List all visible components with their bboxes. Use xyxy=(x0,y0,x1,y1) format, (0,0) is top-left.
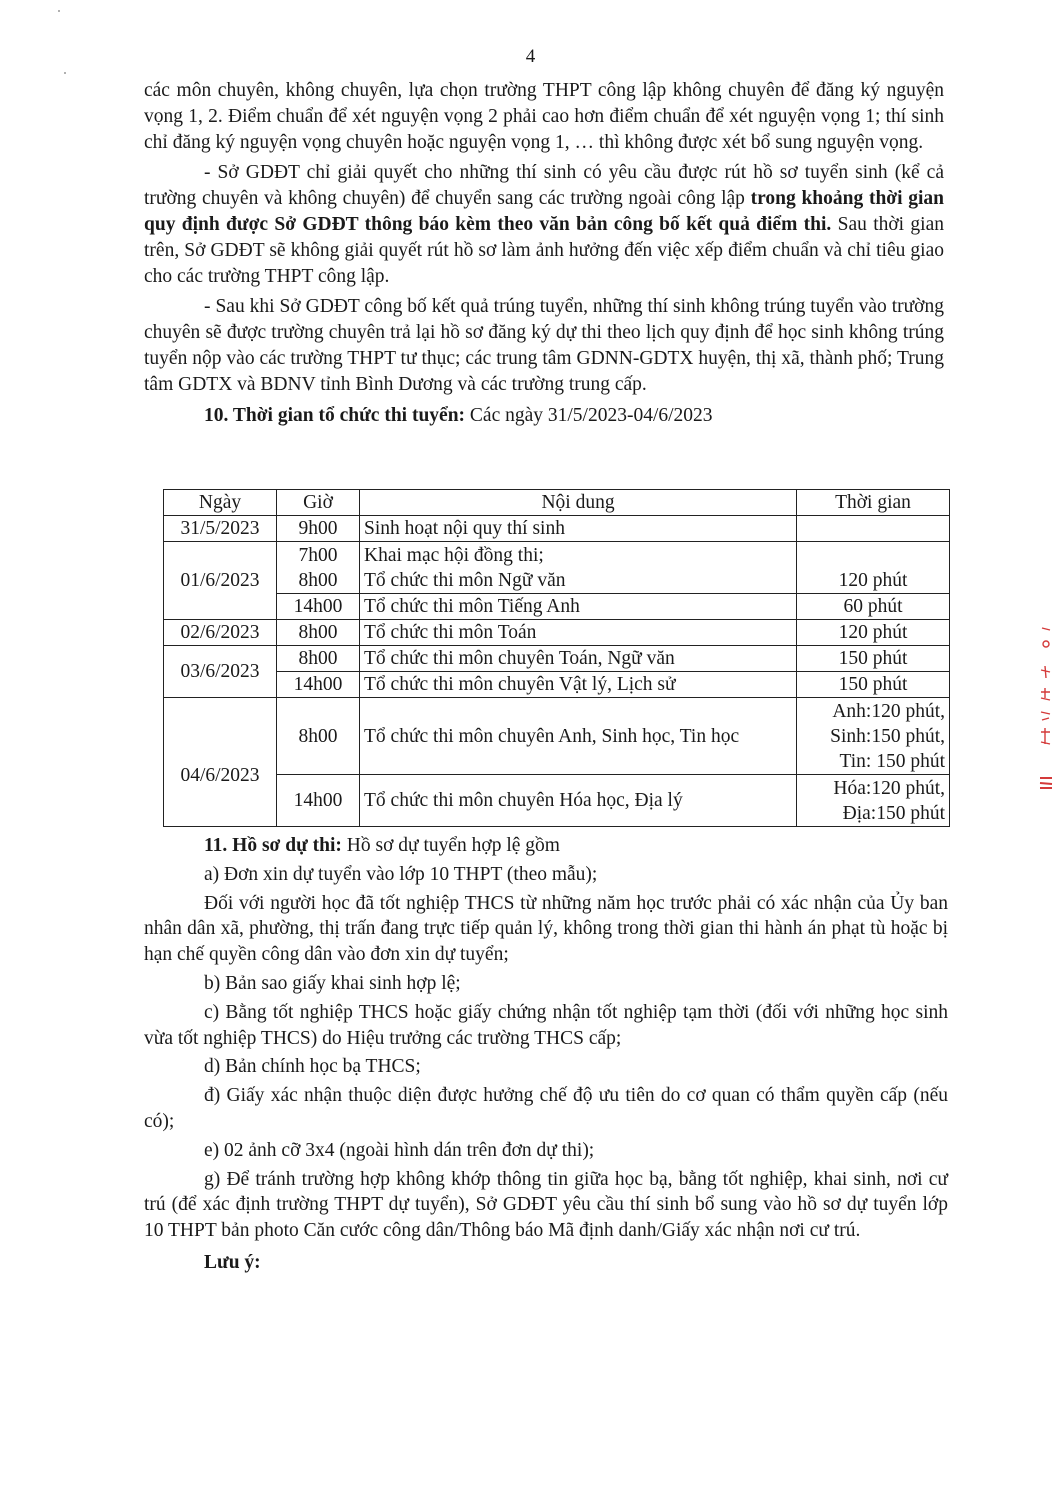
cell-content: Sinh hoạt nội quy thí sinh xyxy=(360,516,797,542)
return-paragraph: - Sau khi Sở GDĐT công bố kết quả trúng tuyển, những thí sinh không trúng tuyển vào trường chuyên sẽ được trường chuyên trả lại hồ sơ đăng ký dự thi theo lịch quy định để học sinh không trúng tuyển nộp vào các trường THPT tư thục; các trung tâm GDNN-GDTX huyện, thị xã, thành phố; Trung tâm GDTX và BDNV tỉnh Bình Dương và các trường trung cấp. xyxy=(144,296,944,395)
cell-content: Tổ chức thi môn chuyên Vật lý, Lịch sử xyxy=(360,672,797,698)
table-row xyxy=(164,672,950,698)
cell-duration: 120 phút xyxy=(797,542,950,594)
table-row xyxy=(164,698,950,775)
note-label-text: Lưu ý: xyxy=(204,1251,261,1273)
section-10-dates: Các ngày 31/5/2023-04/6/2023 xyxy=(465,404,713,426)
cell-duration: 150 phút xyxy=(797,672,950,698)
duration-chemistry: Hóa:120 phút, xyxy=(833,777,945,799)
header-content: Nội dung xyxy=(360,490,797,516)
withdraw-text-1: - Sở GDĐT chỉ giải quyết cho những thí sinh có yêu cầu được rút hồ sơ tuyển sinh (kể cả trường chuyên và không chuyên) để chuyển sang các trường ngoài công lập xyxy=(144,162,944,210)
list-item: đ) Giấy xác nhận thuộc diện được hưởng chế độ ưu tiên do cơ quan có thẩm quyền cấp (nếu có); xyxy=(144,1085,948,1132)
cell-duration: 60 phút xyxy=(797,594,950,620)
withdraw-bold-text: trong khoảng thời gian quy định được Sở GDĐT thông báo kèm theo văn bản công bố kết quả điểm thi. xyxy=(144,188,944,235)
body-text xyxy=(144,78,944,428)
cell-duration xyxy=(797,698,950,775)
table-row xyxy=(164,775,950,827)
cell-time: 14h00 xyxy=(277,775,360,827)
cell-time: 9h00 xyxy=(277,516,360,542)
header-date: Ngày xyxy=(164,490,277,516)
duration-geography: Địa:150 phút xyxy=(842,802,945,824)
list-item: c) Bằng tốt nghiệp THCS hoặc giấy chứng nhận tốt nghiệp tạm thời (đối với những học sinh vừa tốt nghiệp THCS) do Hiệu trưởng các trường THCS cấp; xyxy=(144,1001,948,1049)
list-item: b) Bản sao giấy khai sinh hợp lệ; xyxy=(204,972,461,994)
intro-paragraph: các môn chuyên, không chuyên, lựa chọn trường THPT công lập không chuyên để đăng ký nguyện vọng 1, 2. Điểm chuẩn để xét nguyện vọng 2 phải cao hơn điểm chuẩn để xét nguyện vọng 1; thí sinh chỉ đăng ký nguyện vọng chuyên hoặc nguyện vọng 1, … thì không được xét bổ sung nguyện vọng. xyxy=(144,80,944,153)
table-row xyxy=(164,594,950,620)
cell-time: 8h00 xyxy=(277,646,360,672)
section-11 xyxy=(144,833,948,1279)
table-header-row xyxy=(164,490,950,516)
header-time: Giờ xyxy=(277,490,360,516)
cell-content: Tổ chức thi môn chuyên Hóa học, Địa lý xyxy=(360,775,797,827)
cell-duration: 120 phút xyxy=(797,620,950,646)
cell-date: 02/6/2023 xyxy=(164,620,277,646)
list-item: d) Bản chính học bạ THCS; xyxy=(204,1056,421,1078)
section-10-heading xyxy=(144,403,944,429)
scan-speck xyxy=(64,72,66,74)
cell-date: 31/5/2023 xyxy=(164,516,277,542)
header-duration: Thời gian xyxy=(797,490,950,516)
red-stamp-fragment xyxy=(1036,620,1056,800)
content-opening: Khai mạc hội đồng thi; xyxy=(364,544,544,566)
cell-time xyxy=(277,542,360,594)
list-item: e) 02 ảnh cỡ 3x4 (ngoài hình dán trên đơn dự thi); xyxy=(204,1139,595,1161)
exam-schedule-table xyxy=(163,489,950,827)
withdraw-text-2: Sau thời gian trên, Sở GDĐT sẽ không giải quyết rút hồ sơ làm ảnh hưởng đến việc xếp điểm chuẩn và chỉ tiêu giao cho các trường THPT công lập. xyxy=(144,213,944,287)
cell-date: 04/6/2023 xyxy=(164,698,277,827)
list-item: a) Đơn xin dự tuyển vào lớp 10 THPT (theo mẫu); xyxy=(204,863,598,885)
cell-time: 8h00 xyxy=(277,620,360,646)
cell-content: Tổ chức thi môn Tiếng Anh xyxy=(360,594,797,620)
duration-biology: Sinh:150 phút, xyxy=(830,725,945,747)
section-11-heading xyxy=(144,833,948,859)
cell-duration xyxy=(797,516,950,542)
cell-date: 03/6/2023 xyxy=(164,646,277,698)
section-11-title: 11. Hồ sơ dự thi: xyxy=(204,835,342,856)
table-row xyxy=(164,542,950,594)
cell-duration xyxy=(797,775,950,827)
cell-time: 8h00 xyxy=(277,698,360,775)
table-row xyxy=(164,516,950,542)
cell-date: 01/6/2023 xyxy=(164,542,277,620)
time-opening: 7h00 xyxy=(298,544,338,566)
withdraw-paragraph xyxy=(144,160,944,289)
time-exam: 8h00 xyxy=(298,569,338,591)
cell-time: 14h00 xyxy=(277,594,360,620)
cell-content xyxy=(360,542,797,594)
page-number: 4 xyxy=(525,46,536,67)
cell-duration: 150 phút xyxy=(797,646,950,672)
list-item-note: Đối với người học đã tốt nghiệp THCS từ những năm học trước phải có xác nhận của Ủy ban nhân dân xã, phường, thị trấn đang trực tiếp quản lý, không trong thời gian thi hành án phạt tù hoặc bị hạn chế quyền công dân vào đơn xin dự tuyển; xyxy=(144,892,948,966)
duration-informatics: Tin: 150 phút xyxy=(839,750,945,772)
note-label xyxy=(144,1250,948,1276)
cell-time: 14h00 xyxy=(277,672,360,698)
table-row xyxy=(164,646,950,672)
section-10-title: 10. Thời gian tổ chức thi tuyển: xyxy=(204,404,466,426)
list-item: g) Để tránh trường hợp không khớp thông tin giữa học bạ, bằng tốt nghiệp, khai sinh, nơi cư trú (để xác định trường THPT dự tuyển), Sở GDĐT yêu cầu thí sinh bổ sung vào hồ sơ dự tuyển lớp 10 THPT bản photo Căn cước công dân/Thông báo Mã định danh/Giấy xác nhận nơi cư trú. xyxy=(144,1168,948,1242)
table-row xyxy=(164,620,950,646)
cell-content: Tổ chức thi môn chuyên Anh, Sinh học, Tin học xyxy=(360,698,797,775)
scan-speck xyxy=(58,10,60,12)
content-exam: Tổ chức thi môn Ngữ văn xyxy=(364,569,566,591)
cell-content: Tổ chức thi môn Toán xyxy=(360,620,797,646)
cell-content: Tổ chức thi môn chuyên Toán, Ngữ văn xyxy=(360,646,797,672)
duration-english: Anh:120 phút, xyxy=(832,700,945,722)
section-11-intro: Hồ sơ dự tuyển hợp lệ gồm xyxy=(341,835,560,856)
